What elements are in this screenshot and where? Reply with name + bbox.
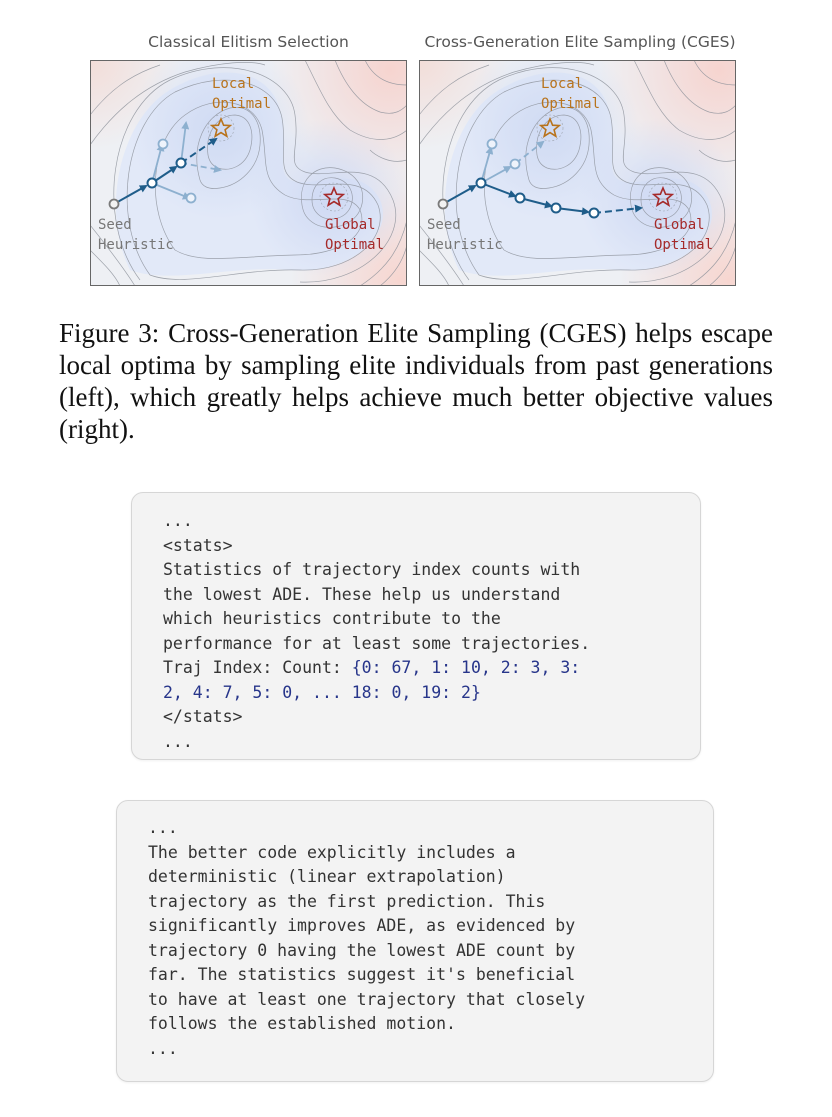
code-line: Statistics of trajectory index counts with [163, 560, 581, 579]
code-line: ... [163, 731, 193, 751]
left-local-label-1: Local [212, 76, 255, 92]
right-local-label-1: Local [541, 76, 584, 92]
right-global-label-1: Global [654, 217, 705, 233]
code-line: <stats> [163, 535, 233, 555]
analysis-text-block [116, 800, 714, 1082]
left-global-label-1: Global [325, 217, 376, 233]
left-panel-title: Classical Elitism Selection [148, 33, 349, 51]
right-panel-title: Cross-Generation Elite Sampling (CGES) [424, 33, 736, 51]
traj-index-values-cont: 2, 4: 7, 5: 0, ... 18: 0, 19: 2} [163, 682, 481, 702]
figure-caption: Figure 3: Cross-Generation Elite Sampling (CGES) helps escape local optima by sampling elite individuals from past generations (left), which greatly helps achieve much better objective values (right). [59, 318, 773, 444]
code-line: performance for at least some trajectories. [163, 633, 591, 653]
text-line: follows the established motion. [148, 1014, 456, 1033]
text-line: significantly improves ADE, as evidenced by [148, 916, 576, 935]
left-landscape-plot [90, 60, 407, 286]
text-line: ... [148, 1038, 178, 1058]
text-line: to have at least one trajectory that closely [148, 989, 586, 1009]
traj-index-label: Traj Index: Count: [163, 658, 352, 677]
text-line: ... [148, 818, 178, 837]
code-line: </stats> [163, 707, 243, 726]
text-line: deterministic (linear extrapolation) [148, 867, 506, 886]
right-global-label-2: Optimal [654, 237, 714, 253]
code-line: ... [163, 511, 193, 530]
text-line: trajectory 0 having the lowest ADE count by [148, 940, 576, 960]
text-line: trajectory as the first prediction. This [148, 891, 546, 911]
right-seed-label-2: Heuristic [427, 237, 503, 253]
left-local-label-2: Optimal [212, 96, 272, 112]
right-landscape-plot [419, 60, 736, 286]
left-global-label-2: Optimal [325, 237, 385, 253]
code-line: which heuristics contribute to the [163, 609, 501, 628]
right-seed-label-1: Seed [427, 217, 461, 233]
right-local-label-2: Optimal [541, 96, 601, 112]
left-seed-label-1: Seed [98, 217, 132, 233]
stats-code-block [131, 492, 701, 760]
code-line: the lowest ADE. These help us understand [163, 584, 561, 604]
left-seed-label-2: Heuristic [98, 237, 174, 253]
text-line: The better code explicitly includes a [148, 842, 516, 862]
traj-index-values: {0: 67, 1: 10, 2: 3, 3: [351, 658, 581, 677]
text-line: far. The statistics suggest it's beneficial [148, 965, 576, 984]
